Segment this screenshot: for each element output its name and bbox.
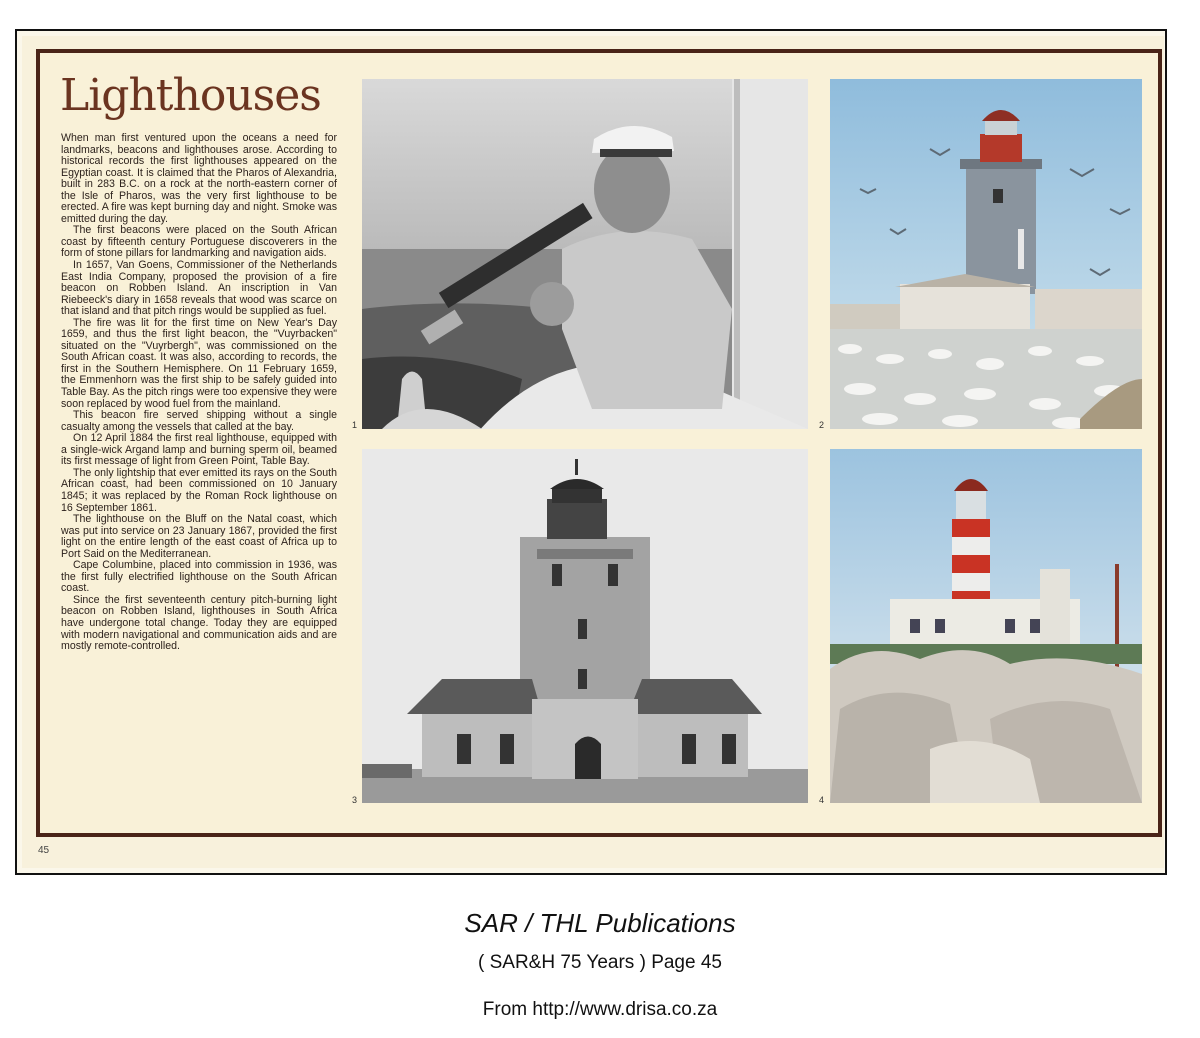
paragraph: Cape Columbine, placed into commission in 1936, was the first fully electrified lighthouse on the South African coast. [61,559,337,595]
article-body [61,133,337,653]
footer-subtitle: ( SAR&H 75 Years ) Page 45 [478,952,722,973]
photo-number-4: 4 [819,795,825,805]
paragraph: The lighthouse on the Bluff on the Natal coast, which was put into service on 23 January 1867, provided the first light on the entire length of the east coast of Africa up to Port Said on the Mediterranean. [61,513,337,560]
footer-source: From http://www.drisa.co.za [482,999,718,1020]
photo-number-3: 3 [352,795,358,805]
paragraph: The only lightship that ever emitted its rays on the South African coast, had been commissioned on 10 January 1845; it was replaced by the Roman Rock lighthouse on 16 September 1861. [61,466,337,514]
paragraph: On 12 April 1884 the first real lighthouse, equipped with a single-wick Argand lamp and burning sperm oil, beamed its first message of light from Green Point, Table Bay. [61,432,337,468]
article-title: Lighthouses [60,70,321,121]
paragraph: The fire was lit for the first time on New Year's Day 1659, and thus the first light beacon, the "Vuyrbacken" situated on the "Vuyrbergh", was commissioned on the South African coast. It was also, according to records, the first in the Southern Hemisphere. On 11 February 1659, the Emmenhorn was the first ship to be safely guided into Table Bay. As the pitch rings were too expensive they were soon replaced by wood fuel from the mainland. [61,316,337,410]
page-number: 45 [38,845,50,856]
photo-bird-island-lighthouse [830,79,1142,429]
photo-square-lighthouse [362,449,808,803]
paragraph: This beacon fire served shipping without a single casualty among the vessels that called at the bay. [61,409,337,433]
paragraph: In 1657, Van Goens, Commissioner of the Netherlands East India Company, proposed the provision of a fire beacon on Robben Island. An inscription in Van Riebeeck's diary in 1658 reveals that wood was scarce on that island and that pitch rings would be supplied as fuel. [61,259,337,318]
paragraph: Since the first seventeenth century pitch-burning light beacon on Robben Island, lighthouses in South Africa have undergone total change. Today they are equipped with modern navigational and communication aids and are mostly remote-controlled. [61,593,337,653]
paragraph: When man first ventured upon the oceans a need for landmarks, beacons and lighthouses arose. According to historical records the first lighthouses appeared on the Egyptian coast. It is claimed that the Pharos of Alexandria, built in 283 B.C. on a rock at the north-eastern corner of the Isle of Pharos, was the very first lighthouse to be erected. A fire was kept burning day and night. Smoke was emitted during the day. [61,132,337,225]
photo-number-2: 2 [819,420,825,430]
photo-striped-lighthouse [830,449,1142,803]
photo-number-1: 1 [352,420,358,430]
paragraph: The first beacons were placed on the South African coast by fifteenth century Portuguese discoverers in the form of stone pillars for landmarking and navigation aids. [61,224,337,260]
footer-title: SAR / THL Publications [464,908,736,938]
photo-keeper-telescope [362,79,808,429]
